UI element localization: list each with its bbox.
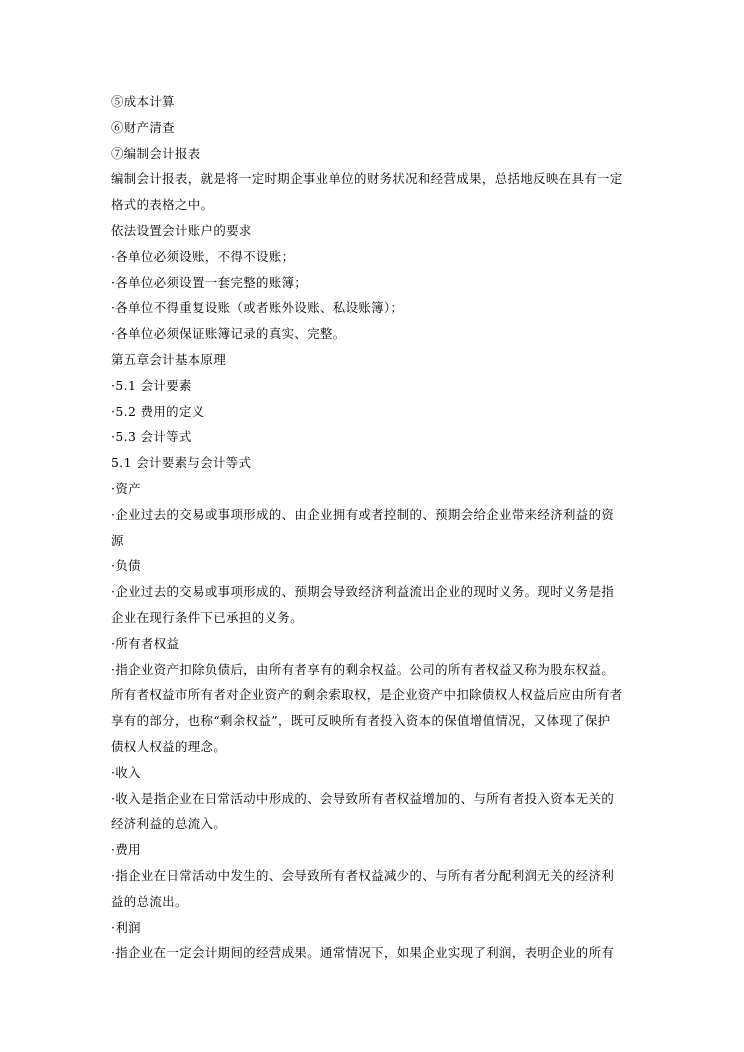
bullet-item: ·各单位必须设账，不得不设账；	[111, 248, 295, 264]
bullet-item: ·负债	[111, 558, 141, 574]
bullet-item: ·5.1 会计要素	[111, 377, 192, 393]
list-item-property-inventory: ⑥财产清查	[111, 119, 175, 135]
paragraph-text: ·企业过去的交易或事项形成的、由企业拥有或者控制的、预期会给企业带来经济利益的资	[111, 506, 615, 522]
section-heading: 依法设置会计账户的要求	[111, 222, 252, 238]
section-heading: 5.1 会计要素与会计等式	[111, 455, 252, 471]
bullet-item: ·各单位必须设置一套完整的账簿；	[111, 274, 308, 290]
bullet-item: ·利润	[111, 919, 141, 935]
paragraph-text: 享有的部分，也称“剩余权益”，既可反映所有者投入资本的保值增值情况，又体现了保护	[111, 713, 611, 729]
bullet-item: ·各单位不得重复设账（或者账外设账、私设账簿）；	[111, 300, 404, 316]
paragraph-text: 经济利益的总流入。	[111, 816, 227, 832]
bullet-item: ·资产	[111, 480, 141, 496]
paragraph-text: 企业在现行条件下已承担的义务。	[111, 609, 303, 625]
paragraph-text: ·企业过去的交易或事项形成的、预期会导致经济利益流出企业的现时义务。现时义务是指	[111, 584, 615, 600]
paragraph-text: ·指企业资产扣除负债后，由所有者享有的剩余权益。公司的所有者权益又称为股东权益。	[111, 661, 615, 677]
paragraph-text: ·指企业在一定会计期间的经营成果。通常情况下，如果企业实现了利润，表明企业的所有	[111, 945, 615, 961]
document-body	[111, 89, 636, 966]
paragraph-text: ·收入是指企业在日常活动中形成的、会导致所有者权益增加的、与所有者投入资本无关的	[111, 790, 615, 806]
bullet-item: ·收入	[111, 764, 141, 780]
paragraph-text: 债权人权益的理念。	[111, 738, 227, 754]
bullet-item: ·各单位必须保证账簿记录的真实、完整。	[111, 326, 346, 342]
bullet-item: ·5.2 费用的定义	[111, 403, 205, 419]
paragraph-text: 所有者权益市所有者对企业资产的剩余索取权，是企业资产中扣除债权人权益后应由所有者	[111, 687, 623, 703]
paragraph-text: ·指企业在日常活动中发生的、会导致所有者权益减少的、与所有者分配利润无关的经济利	[111, 867, 615, 883]
list-item-prepare-reports: ⑦编制会计报表	[111, 145, 201, 161]
paragraph-text: 益的总流出。	[111, 893, 188, 909]
bullet-item: ·5.3 会计等式	[111, 429, 192, 445]
paragraph-text: 编制会计报表，就是将一定时期企事业单位的财务状况和经营成果，总括地反映在具有一定	[111, 171, 623, 187]
paragraph-text: 格式的表格之中。	[111, 197, 214, 213]
bullet-item: ·所有者权益	[111, 635, 180, 651]
bullet-item: ·费用	[111, 842, 141, 858]
list-item-cost-calculation: ⑤成本计算	[111, 94, 175, 109]
chapter-heading: 第五章会计基本原理	[111, 351, 227, 367]
paragraph-text: 源	[111, 532, 124, 548]
